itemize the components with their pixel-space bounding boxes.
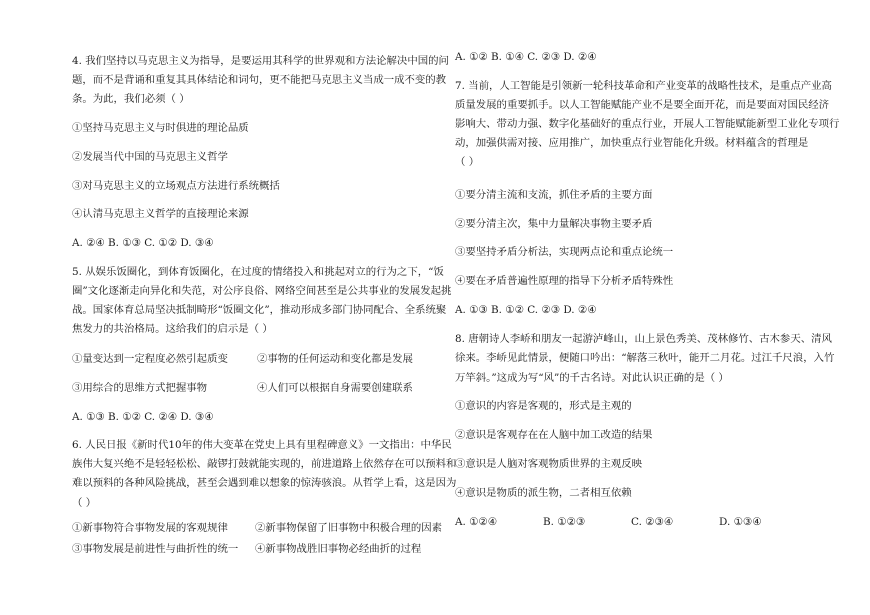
q6-stem-line-1: 6. 人民日报《新时代10年的伟大变革在党史上具有里程碑意义》一文指出：中华民	[72, 439, 452, 451]
q8-answer-b: B. ①②③	[543, 516, 586, 528]
q5-stem-line-4: 焦发力的共治格局。这给我们的启示是（ ）	[72, 323, 273, 335]
q5-answers: A. ①③ B. ①② C. ②④ D. ③④	[72, 411, 214, 423]
q6-answers: A. ①② B. ①④ C. ②③ D. ②④	[455, 51, 597, 63]
q6-stem-line-4: （ ）	[72, 497, 97, 509]
q8-answer-d: D. ①③④	[719, 516, 762, 528]
q5-option-2: ②事物的任何运动和变化都是发展	[257, 353, 413, 365]
q7-stem-line-4: 动，加强供需对接、应用推广，加快重点行业智能化升级。材料蕴含的哲理是	[455, 137, 809, 149]
q6-option-4: ④新事物战胜旧事物必经曲折的过程	[255, 543, 422, 555]
q8-option-4: ④意识是物质的派生物，二者相互依赖	[455, 487, 632, 499]
q4-stem-line-1: 4. 我们坚持以马克思主义为指导，是要运用其科学的世界观和方法论解决中国的问	[72, 55, 449, 67]
q4-answers: A. ②④ B. ①③ C. ①② D. ③④	[72, 237, 214, 249]
q7-option-2: ②要分清主次，集中力量解决事物主要矛盾	[455, 218, 653, 230]
q4-stem-line-2: 题，而不是背诵和重复其具体结论和词句，更不能把马克思主义当成一成不变的教	[72, 74, 447, 86]
q6-option-2: ②新事物保留了旧事物中积极合理的因素	[255, 522, 443, 534]
q6-stem-line-3: 难以预料的各种风险挑战，甚至会遇到难以想象的惊涛骇浪。从哲学上看，这是因为	[72, 477, 457, 489]
q6-stem-line-2: 族伟大复兴绝不是轻轻松松、敲锣打鼓就能实现的，前进道路上依然存在可以预料和	[72, 458, 457, 470]
q5-option-3: ③用综合的思维方式把握事物	[72, 382, 208, 394]
q8-stem-line-1: 8. 唐朝诗人李峤和朋友一起游泸峰山，山上景色秀美、茂林修竹、古木参天、清风	[455, 333, 832, 345]
q8-answer-a: A. ①②④	[455, 516, 498, 528]
q5-stem-line-2: 圈”文化逐渐走向异化和失范，对公序良俗、网络空间甚至是公共事业的发展发起挑	[72, 285, 452, 297]
q5-option-1: ①量变达到一定程度必然引起质变	[72, 353, 228, 365]
q6-option-3: ③事物发展是前进性与曲折性的统一	[72, 543, 239, 555]
q5-stem-line-1: 5. 从娱乐饭圈化，到体育饭圈化，在过度的情绪投入和挑起对立的行为之下，“饭	[72, 266, 444, 278]
q5-stem-line-3: 战。国家体育总局坚决抵制畸形“饭圈文化”，推动形成多部门协同配合、全系统聚	[72, 304, 447, 316]
q8-stem-line-3: 万竿斜。”这成为写“风”的千古名诗。对此认识正确的是（ ）	[455, 372, 729, 384]
q5-option-4: ④人们可以根据自身需要创建联系	[257, 382, 413, 394]
q8-option-2: ②意识是客观存在在人脑中加工改造的结果	[455, 429, 653, 441]
q4-option-4: ④认清马克思主义哲学的直接理论来源	[72, 208, 249, 220]
q4-stem-line-3: 条。为此，我们必须（ ）	[72, 93, 190, 105]
q4-option-3: ③对马克思主义的立场观点方法进行系统概括	[72, 180, 280, 192]
q4-option-1: ①坚持马克思主义与时俱进的理论品质	[72, 122, 249, 134]
q7-stem-line-1: 7. 当前，人工智能是引领新一轮科技革命和产业变革的战略性技术，是重点产业高	[455, 80, 832, 92]
q7-stem-line-3: 影响大、带动力强、数字化基础好的重点行业，开展人工智能赋能新型工业化专项行	[455, 118, 840, 130]
q7-option-3: ③要坚持矛盾分析法，实现两点论和重点论统一	[455, 246, 674, 258]
q8-option-3: ③意识是人脑对客观物质世界的主观反映	[455, 458, 643, 470]
q8-stem-line-2: 徐来。李峤见此情景，便随口吟出：“解落三秋叶，能开二月花。过江千尺浪，入竹	[455, 352, 835, 364]
q7-stem-line-5: （ ）	[455, 156, 480, 168]
q7-option-1: ①要分清主流和支流，抓住矛盾的主要方面	[455, 189, 653, 201]
q4-option-2: ②发展当代中国的马克思主义哲学	[72, 151, 228, 163]
q6-option-1: ①新事物符合事物发展的客观规律	[72, 522, 228, 534]
q7-answers: A. ①③ B. ①② C. ②③ D. ②④	[455, 304, 597, 316]
q7-stem-line-2: 质量发展的重要抓手。以人工智能赋能产业不是要全面开花，而是要面对国民经济	[455, 99, 830, 111]
q8-option-1: ①意识的内容是客观的，形式是主观的	[455, 400, 632, 412]
q8-answer-c: C. ②③④	[631, 516, 674, 528]
q7-option-4: ④要在矛盾普遍性原理的指导下分析矛盾特殊性	[455, 275, 674, 287]
